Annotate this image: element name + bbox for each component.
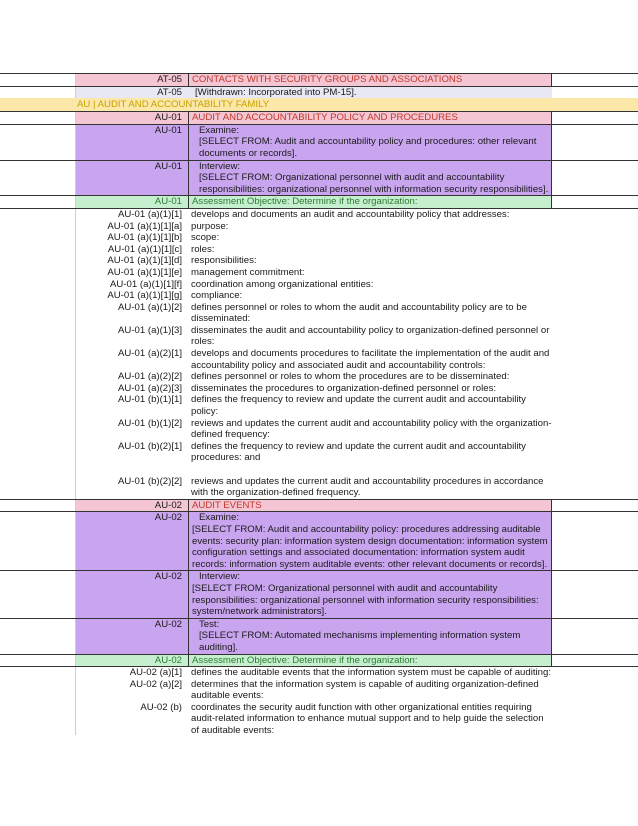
objective-text: Assessment Objective: Determine if the organization:	[188, 196, 552, 208]
table-row	[0, 221, 638, 233]
row-text: [Withdrawn: Incorporated into PM-15].	[188, 87, 552, 99]
control-title: AUDIT EVENTS	[188, 500, 552, 512]
item-id: AU-01 (a)(1)[1][b]	[107, 232, 182, 244]
control-id: AT-05	[76, 74, 188, 86]
item-text: coordinates the security audit function with other organizational entities requiring audit-related information to enhance mutual support and to help guide the selection of auditable events:	[191, 701, 544, 737]
spreadsheet-sheet	[0, 73, 638, 737]
table-row	[0, 302, 638, 325]
method-cell	[188, 125, 552, 160]
method-cell	[188, 161, 552, 196]
control-title: CONTACTS WITH SECURITY GROUPS AND ASSOCIATIONS	[188, 74, 552, 86]
control-id: AU-01	[76, 196, 188, 208]
item-id: AU-01 (a)(1)[1][e]	[107, 266, 182, 278]
method-row	[0, 161, 638, 197]
item-id: AU-01 (a)(1)[1][d]	[107, 255, 182, 267]
method-label: Examine:	[199, 512, 239, 524]
control-id: AU-02	[76, 655, 188, 667]
table-row	[0, 325, 638, 348]
objective-row	[0, 196, 638, 209]
table-row	[0, 394, 638, 417]
item-text: reviews and updates the current audit and accountability procedures in accordance with the organization-defined frequency.	[191, 475, 544, 499]
table-row	[0, 383, 638, 395]
table-row	[0, 279, 638, 291]
method-cell	[188, 571, 552, 617]
item-id: AU-01 (b)(2)[1]	[118, 440, 182, 452]
table-row	[0, 441, 638, 464]
objective-row	[0, 655, 638, 668]
item-text: develops and documents an audit and accountability policy that addresses:	[191, 208, 510, 220]
control-id: AU-01	[76, 161, 188, 196]
item-text: disseminates the audit and accountability policy to organization-defined personnel or roles:	[191, 324, 550, 348]
family-header	[0, 98, 638, 111]
item-id: AU-02 (a)[2]	[129, 678, 182, 690]
method-row	[0, 571, 638, 618]
control-id: AU-02	[76, 512, 188, 570]
table-row	[0, 232, 638, 244]
method-label: Interview:	[199, 571, 241, 583]
table-row	[0, 267, 638, 279]
method-row	[0, 125, 638, 161]
method-row	[0, 512, 638, 571]
item-id: AU-02 (b)	[140, 701, 182, 713]
table-row	[0, 348, 638, 371]
control-title: AUDIT AND ACCOUNTABILITY POLICY AND PROCEDURES	[188, 112, 552, 124]
item-text: defines the frequency to review and update the current audit and accountability procedures: and	[191, 440, 526, 464]
item-id: AU-01 (a)(2)[2]	[118, 371, 182, 383]
control-id: AU-01	[76, 112, 188, 124]
table-row	[0, 87, 638, 99]
table-row	[0, 290, 638, 302]
method-text: [SELECT FROM: Audit and accountability policy: procedures addressing auditable events: security plan: information system design documentation: information system configuration settings and associated documentation: information system audit records: information system auditable events: other relevant documents or records].	[192, 523, 548, 570]
method-label: Interview:	[199, 160, 241, 172]
method-label: Examine:	[199, 124, 239, 136]
item-text: management commitment:	[191, 266, 305, 278]
item-text: compliance:	[191, 290, 243, 302]
method-text: [SELECT FROM: Audit and accountability policy and procedures: other relevant documents or records].	[199, 136, 537, 159]
item-id: AU-01 (a)(1)[1][a]	[107, 220, 182, 232]
table-row	[0, 476, 638, 499]
item-id: AU-01 (a)(1)[1][g]	[107, 290, 182, 302]
control-id: AU-02	[76, 619, 188, 654]
control-id: AU-01	[76, 125, 188, 160]
table-row	[0, 244, 638, 256]
item-text: responsibilities:	[191, 255, 257, 267]
item-text: determines that the information system is capable of auditing organization-defined auditable events:	[191, 678, 539, 702]
method-text: [SELECT FROM: Organizational personnel with audit and accountability responsibilities: organizational personnel with information security responsibilities: system/network administrators].	[192, 582, 539, 618]
table-row	[0, 418, 638, 441]
method-text: [SELECT FROM: Organizational personnel with audit and accountability responsibilities: organizational personnel with information security responsibilities].	[199, 172, 549, 195]
control-header-row	[0, 73, 638, 87]
method-row	[0, 619, 638, 655]
item-text: defines personnel or roles to whom the audit and accountability policy are to be disseminated:	[191, 301, 527, 325]
item-text: scope:	[191, 232, 220, 244]
item-text: defines personnel or roles to whom the procedures are to be disseminated:	[191, 371, 510, 383]
item-text: defines the auditable events that the information system must be capable of auditing:	[191, 667, 551, 679]
item-id: AU-01 (a)(1)[1][f]	[110, 278, 182, 290]
control-id: AU-02	[76, 500, 188, 512]
table-row	[0, 209, 638, 221]
method-cell	[188, 512, 552, 570]
table-row	[0, 702, 638, 737]
item-id: AU-02 (a)[1]	[129, 667, 182, 679]
objective-text: Assessment Objective: Determine if the organization:	[188, 655, 552, 667]
table-row	[0, 371, 638, 383]
item-id: AU-01 (a)(1)[1][c]	[107, 243, 182, 255]
control-id: AU-02	[76, 571, 188, 617]
table-row	[0, 667, 638, 679]
table-row	[0, 679, 638, 702]
item-id: AU-01 (a)(1)[2]	[118, 301, 182, 313]
item-id: AU-01 (a)(1)[3]	[118, 324, 182, 336]
item-text: coordination among organizational entities:	[191, 278, 374, 290]
item-text: purpose:	[191, 220, 229, 232]
table-row	[0, 255, 638, 267]
control-header-row	[0, 499, 638, 513]
item-text: disseminates the procedures to organization-defined personnel or roles:	[191, 382, 497, 394]
item-text: roles:	[191, 243, 215, 255]
item-id: AU-01 (b)(2)[2]	[118, 475, 182, 487]
item-id: AU-01 (a)(1)[1]	[118, 208, 182, 220]
item-text: defines the frequency to review and update the current audit and accountability policy:	[191, 394, 526, 418]
item-id: AU-01 (a)(2)[1]	[118, 348, 182, 360]
item-id: AU-01 (b)(1)[2]	[118, 417, 182, 429]
family-title: AU | AUDIT AND ACCOUNTABILITY FAMILY	[77, 99, 270, 111]
control-header-row	[0, 111, 638, 125]
item-id: AU-01 (a)(2)[3]	[118, 382, 182, 394]
control-id: AT-05	[76, 87, 188, 99]
item-text: reviews and updates the current audit and accountability policy with the organization-defined frequency:	[191, 417, 552, 441]
method-label: Test:	[199, 618, 220, 630]
method-cell	[188, 619, 552, 654]
method-text: [SELECT FROM: Automated mechanisms implementing information system auditing].	[199, 630, 521, 653]
blank-row	[0, 464, 638, 476]
item-text: develops and documents procedures to facilitate the implementation of the audit and accountability policy and associated audit and accountability controls:	[191, 348, 550, 371]
item-id: AU-01 (b)(1)[1]	[118, 394, 182, 406]
